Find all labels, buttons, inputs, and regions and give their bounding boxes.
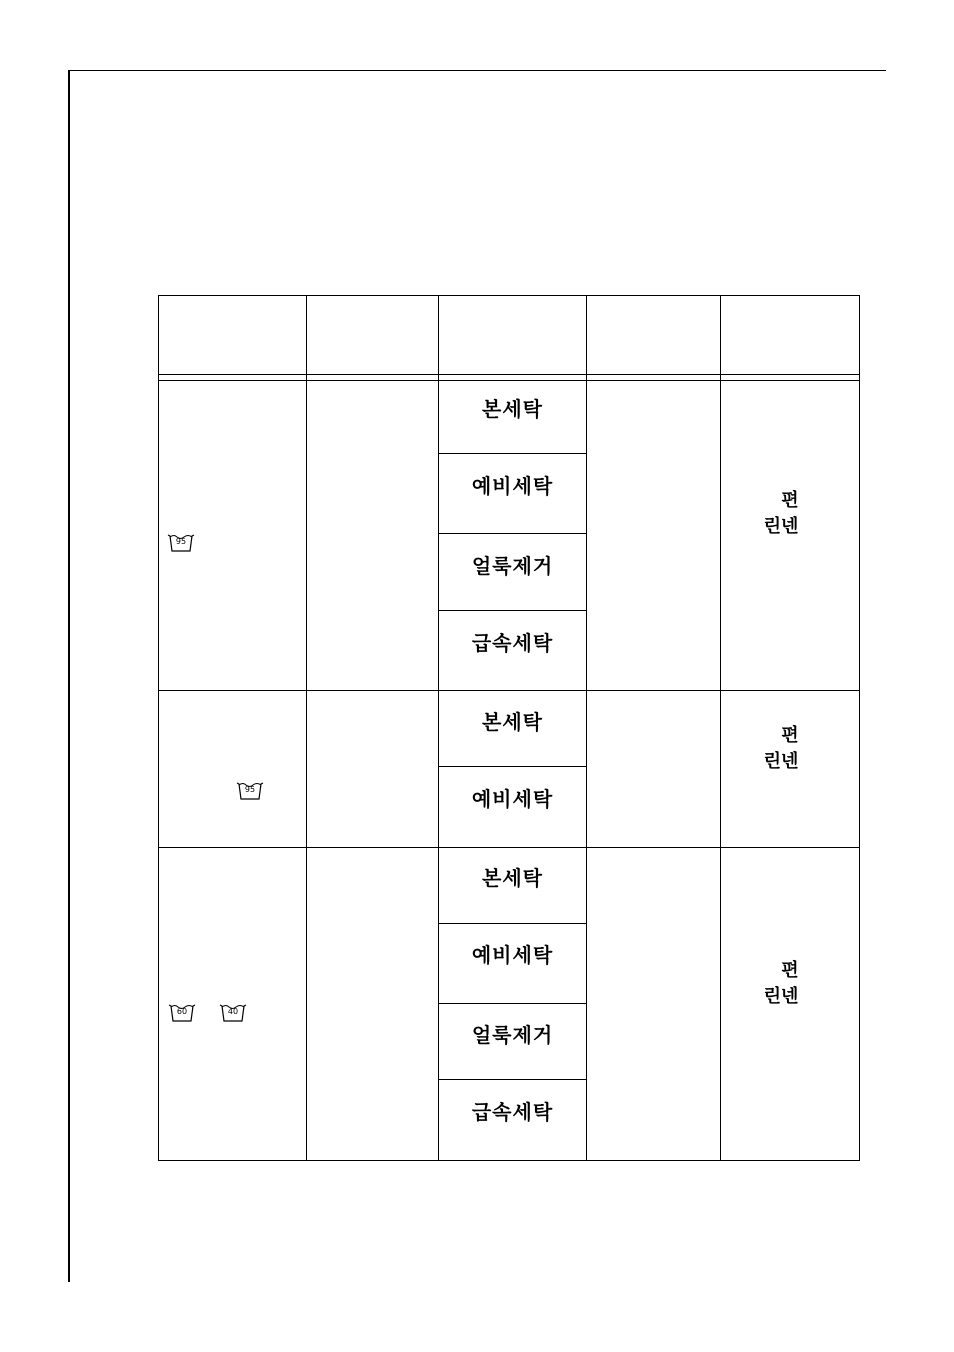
fabric-type (721, 488, 841, 540)
fabric-type (721, 958, 841, 1010)
header-rule (159, 380, 859, 381)
option-row-divider (439, 766, 586, 767)
option-row-divider (439, 610, 586, 611)
wash-temperature-value: 60 (176, 1007, 188, 1016)
fabric-type (721, 723, 841, 775)
option-prewash: 예비세탁 (471, 943, 554, 967)
fabric-line: 린넨 (763, 986, 799, 1007)
wash-temperature-value: 40 (227, 1007, 239, 1016)
option-row-divider (439, 923, 586, 924)
group-divider (159, 690, 859, 691)
fabric-line: 린넨 (763, 751, 799, 772)
option-quick-wash: 급속세탁 (471, 1100, 554, 1124)
column-divider (586, 296, 587, 1160)
wash-program-table (158, 295, 860, 1161)
fabric-line: 린넨 (763, 516, 799, 537)
option-main-wash: 본세탁 (482, 397, 543, 421)
option-stain-removal: 얼룩제거 (471, 554, 554, 578)
wash-temperature-value: 95 (175, 537, 187, 546)
page-frame-left-rule (68, 70, 70, 1282)
option-row-divider (439, 533, 586, 534)
column-divider (306, 296, 307, 1160)
option-prewash: 예비세탁 (471, 474, 554, 498)
wash-temperature-icon (168, 1003, 196, 1023)
option-stain-removal: 얼룩제거 (471, 1023, 554, 1047)
group-divider (159, 847, 859, 848)
fabric-line: 편 (781, 725, 799, 746)
option-main-wash: 본세탁 (482, 710, 543, 734)
option-quick-wash: 급속세탁 (471, 631, 554, 655)
option-prewash: 예비세탁 (471, 787, 554, 811)
option-row-divider (439, 1079, 586, 1080)
wash-temperature-value: 95 (244, 785, 256, 794)
option-row-divider (439, 453, 586, 454)
page-frame-top-rule (68, 70, 886, 71)
fabric-line: 편 (781, 960, 799, 981)
wash-temperature-icon (219, 1003, 247, 1023)
option-main-wash: 본세탁 (482, 866, 543, 890)
fabric-line: 편 (781, 490, 799, 511)
header-rule (159, 374, 859, 375)
wash-temperature-icon (167, 533, 195, 553)
wash-temperature-icon (236, 781, 264, 801)
option-row-divider (439, 1003, 586, 1004)
